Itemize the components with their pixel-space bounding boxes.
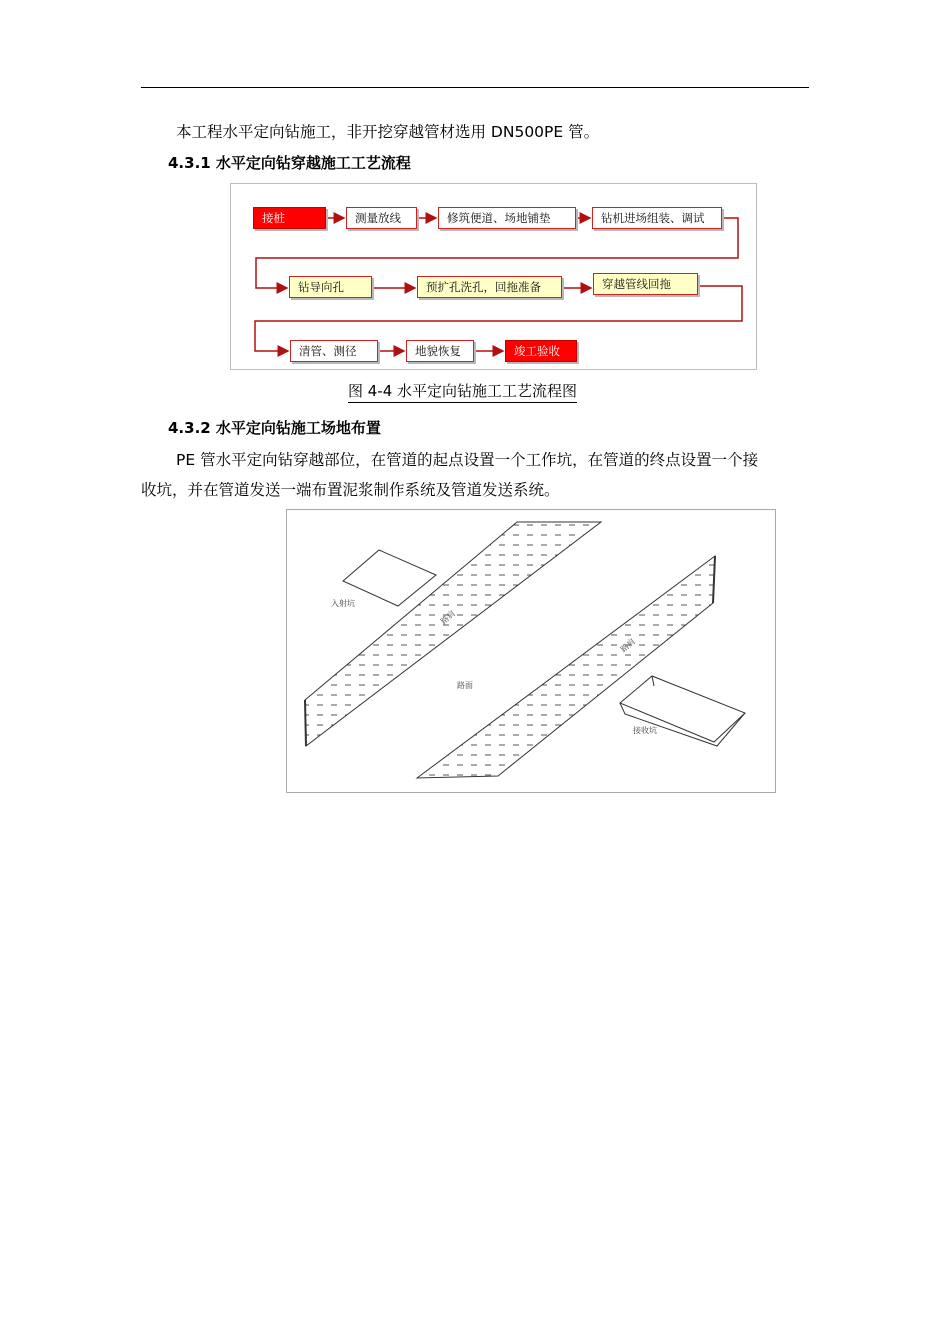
label-road-surface: 路面 [457,681,473,690]
site-layout-drawing [287,510,775,792]
label-road-shoulder-right: 路肩 [618,636,638,655]
flow-step-survey: 测量放线 [346,207,417,229]
flow-step-restoration: 地貌恢复 [406,340,474,362]
flow-step-prereaming: 预扩孔洗孔，回拖准备 [417,276,562,298]
layout-paragraph-line1: PE 管水平定向钻穿越部位，在管道的起点设置一个工作坑，在管道的终点设置一个接 [176,451,759,469]
flow-step-pigging: 清管、测径 [290,340,378,362]
process-flowchart [230,183,757,370]
header-rule [141,87,809,88]
flow-step-rig-setup: 钻机进场组装、调试 [592,207,722,229]
label-road-shoulder-left: 路肩 [438,608,458,627]
flow-step-pullback: 穿越管线回拖 [593,273,698,295]
flow-step-pilot-hole: 钻导向孔 [289,276,372,298]
intro-paragraph: 本工程水平定向钻施工，非开挖穿越管材选用 DN500PE 管。 [176,123,600,141]
figure-caption: 图 4-4 水平定向钻施工工艺流程图 [348,381,577,403]
label-receive-pit: 接收坑 [633,726,657,735]
entry-pit-shape [343,550,436,606]
label-entry-pit: 入射坑 [331,599,355,608]
section-heading-432: 4.3.2 水平定向钻施工场地布置 [168,419,381,437]
flow-step-acceptance: 竣工验收 [505,340,577,362]
left-shoulder-edge [305,700,306,746]
section-heading-431: 4.3.1 水平定向钻穿越施工工艺流程 [168,154,411,172]
flow-step-road-building: 修筑便道、场地铺垫 [438,207,576,229]
flow-step-stake: 接桩 [253,207,326,229]
layout-paragraph-line2: 收坑，并在管道发送一端布置泥浆制作系统及管道发送系统。 [141,481,560,499]
site-layout-figure [286,509,776,793]
